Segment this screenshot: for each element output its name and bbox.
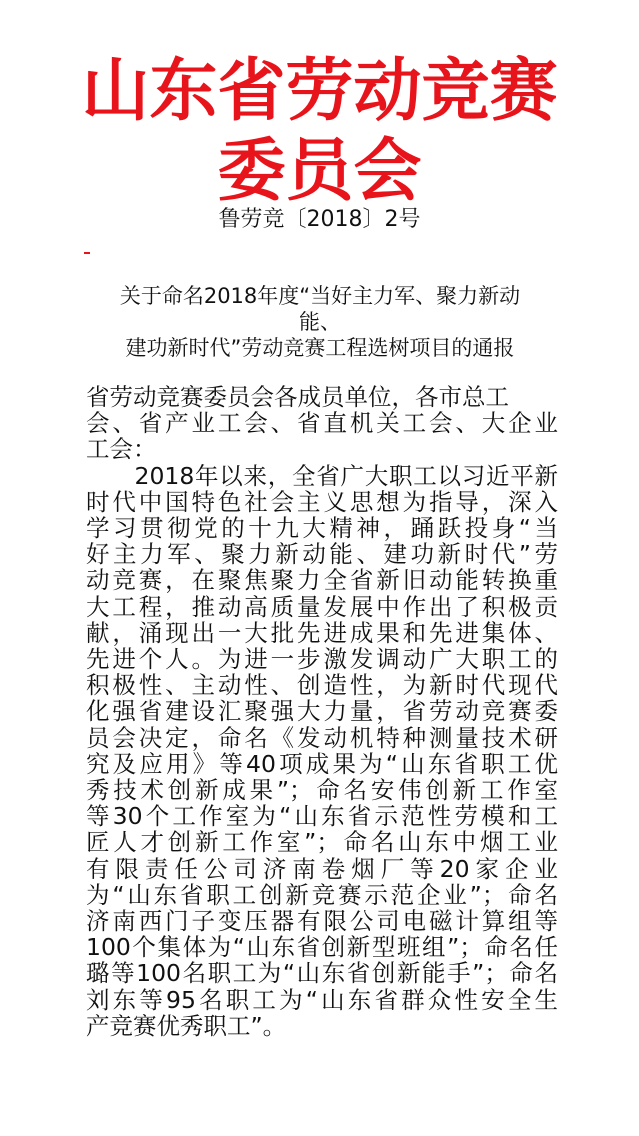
body-line: 产竞赛优秀职工”。 bbox=[86, 1011, 287, 1040]
body-line: 积极性、主动性、创造性，为新时代现代 bbox=[86, 671, 558, 700]
document-body bbox=[86, 384, 558, 1039]
body-line: 刘东等95名职工为“山东省群众性安全生 bbox=[86, 985, 558, 1014]
body-line: 工会： bbox=[86, 435, 157, 464]
document-number: 鲁劳竞〔2018〕2号 bbox=[218, 207, 421, 232]
body-line: 济南西门子变压器有限公司电磁计算组等 bbox=[86, 907, 558, 936]
body-line: 秀技术创新成果”；命名安伟创新工作室 bbox=[86, 776, 558, 805]
body-line: 2018年以来，全省广大职工以习近平新 bbox=[86, 461, 558, 490]
body-line: 员会决定，命名《发动机特种测量技术研 bbox=[86, 723, 558, 752]
body-line: 等30个工作室为“山东省示范性劳模和工 bbox=[86, 802, 558, 831]
body-line: 献，涌现出一大批先进成果和先进集体、 bbox=[86, 618, 558, 647]
body-line: 大工程，推动高质量发展中作出了积极贡 bbox=[86, 592, 558, 621]
body-line: 100个集体为“山东省创新型班组”；命名任 bbox=[86, 933, 558, 962]
body-line: 有限责任公司济南卷烟厂等20家企业 bbox=[86, 854, 558, 883]
body-line: 时代中国特色社会主义思想为指导，深入 bbox=[86, 487, 558, 516]
body-line: 究及应用》等40项成果为“山东省职工优 bbox=[86, 749, 558, 778]
body-line: 璐等100名职工为“山东省创新能手”；命名 bbox=[86, 959, 558, 988]
subject-line: 能、 bbox=[299, 310, 341, 334]
body-line: 为“山东省职工创新竞赛示范企业”；命名 bbox=[86, 880, 558, 909]
body-line: 会、省产业工会、省直机关工会、大企业 bbox=[86, 409, 558, 438]
subject-line: 关于命名2018年度“当好主力军、聚力新动 bbox=[119, 284, 521, 308]
body-line: 省劳动竞赛委员会各成员单位，各市总工 bbox=[86, 383, 509, 411]
body-line: 匠人才创新工作室”；命名山东中烟工业 bbox=[86, 828, 558, 857]
subject-line: 建功新时代”劳动竞赛工程选树项目的通报 bbox=[125, 336, 515, 360]
body-line: 好主力军、聚力新动能、建功新时代”劳 bbox=[86, 540, 558, 569]
title-line-2: 委员会 bbox=[217, 132, 422, 211]
body-line: 学习贯彻党的十九大精神，踊跃投身“当 bbox=[86, 514, 558, 543]
red-divider-mark bbox=[84, 252, 90, 254]
title-line-1: 山东省劳动竞赛 bbox=[81, 52, 558, 131]
document-subject bbox=[95, 283, 545, 361]
body-line: 先进个人。为进一步激发调动广大职工的 bbox=[86, 645, 558, 674]
body-line: 化强省建设汇聚强大力量，省劳动竞赛委 bbox=[86, 697, 558, 726]
body-line: 动竞赛，在聚焦聚力全省新旧动能转换重 bbox=[86, 566, 558, 595]
